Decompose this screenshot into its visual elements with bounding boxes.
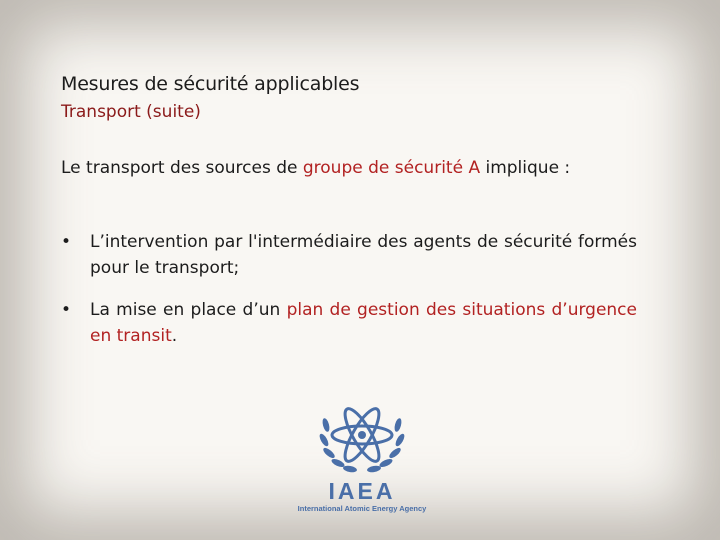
bullet-item-2 [61,297,637,349]
bullet-text-end: . [171,326,178,346]
bullet-item-1 [61,229,637,281]
bullet-text-start: La mise en place d’un [90,300,287,320]
bullet-marker: • [61,232,72,252]
bullet-text: L’intervention par l'intermédiaire des agents de sécurité formés pour le transport; [90,232,637,278]
intro-text-start: Le transport des sources de [61,158,303,178]
logo-agency-name: International Atomic Energy Agency [297,504,427,513]
bullet-highlight: plan de gestion des situations d’urgence en transit [90,300,637,346]
slide-title: Mesures de sécurité applicables [61,73,360,95]
intro-text-end: implique : [480,158,571,178]
bullet-text [90,297,637,349]
logo-acronym: IAEA [328,478,396,504]
bullet-marker: • [61,300,72,320]
intro-highlight: groupe de sécurité A [302,158,481,178]
slide-subtitle: Transport (suite) [61,102,201,122]
intro-paragraph [61,158,570,178]
